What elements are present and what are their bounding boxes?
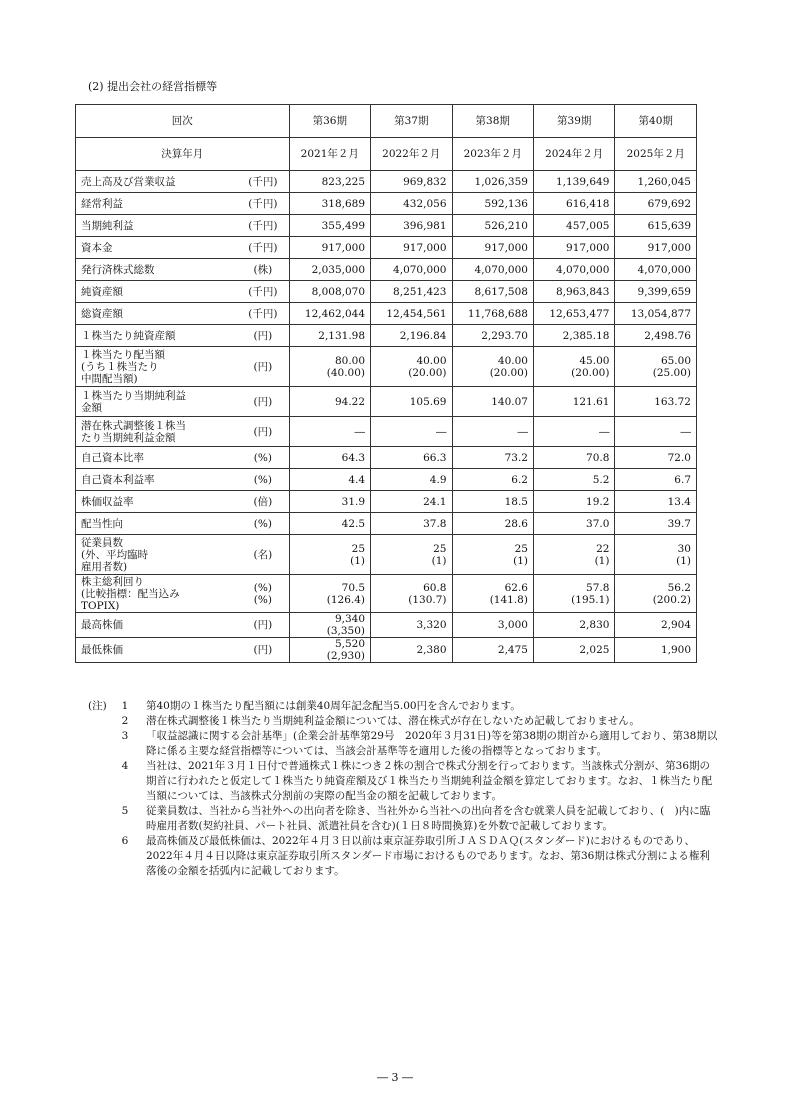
notes xyxy=(88,699,720,879)
table-row xyxy=(76,535,697,575)
table-cell: 3,320 xyxy=(371,613,452,638)
row-label: 発行済株式総数 xyxy=(76,259,238,281)
row-unit: (千円) xyxy=(237,215,289,237)
row-unit: (株) xyxy=(237,259,289,281)
table-cell: 526,210 xyxy=(452,215,533,237)
table-cell: 2,196.84 xyxy=(371,325,452,347)
table-cell: 28.6 xyxy=(452,513,533,535)
table-cell: 31.9 xyxy=(289,491,370,513)
row-unit: (円) xyxy=(237,387,289,417)
table-cell: 917,000 xyxy=(371,237,452,259)
note-text: 第40期の１株当たり配当額には創業40周年記念配当5.00円を含んでおります。 xyxy=(146,700,521,712)
table-cell: 2,385.18 xyxy=(533,325,614,347)
financial-indicators-table xyxy=(75,104,697,663)
table-cell: 40.00 (20.00) xyxy=(371,347,452,387)
table-cell: ― xyxy=(371,417,452,447)
table-cell: 66.3 xyxy=(371,447,452,469)
row-label: 株価収益率 xyxy=(76,491,238,513)
table-cell: 62.6 (141.8) xyxy=(452,575,533,613)
row-unit: (円) xyxy=(237,613,289,638)
table-row xyxy=(76,259,697,281)
table-cell: 4,070,000 xyxy=(533,259,614,281)
table-cell: 72.0 xyxy=(615,447,697,469)
table-row xyxy=(76,387,697,417)
table-cell: 4,070,000 xyxy=(615,259,697,281)
table-cell: 8,008,070 xyxy=(289,281,370,303)
table-cell: 2,025 xyxy=(533,638,614,663)
row-label: 従業員数 (外、平均臨時 雇用者数) xyxy=(76,535,238,575)
table-cell: 2,830 xyxy=(533,613,614,638)
row-unit: (%) xyxy=(237,447,289,469)
table-row xyxy=(76,638,697,663)
table-cell: 5,520 (2,930) xyxy=(289,638,370,663)
table-cell: 4.4 xyxy=(289,469,370,491)
note-number: 1 xyxy=(121,700,129,712)
fiscal-month: 2025年２月 xyxy=(615,138,697,171)
table-cell: 823,225 xyxy=(289,171,370,193)
table-cell: 616,418 xyxy=(533,193,614,215)
table-cell: 12,454,561 xyxy=(371,303,452,325)
table-cell: 592,136 xyxy=(452,193,533,215)
table-cell: 65.00 (25.00) xyxy=(615,347,697,387)
page-number: ― 3 ― xyxy=(377,1071,413,1084)
note-item xyxy=(88,714,720,729)
row-unit: (千円) xyxy=(237,303,289,325)
table-cell: 39.7 xyxy=(615,513,697,535)
note-text: 当社は、2021年３月１日付で普通株式１株につき２株の割合で株式分割を行っております。当該株式分割が、第36期の期首に行われたと仮定して１株当たり純資産額及び１株当たり当期純利益金額を算定しております。なお、１株当たり配当額については、当該株式分割前の実際の配当金の額を記載しております。 xyxy=(146,760,713,802)
row-label: 売上高及び営業収益 xyxy=(76,171,238,193)
note-item xyxy=(88,729,720,759)
note-item xyxy=(88,804,720,834)
table-row xyxy=(76,613,697,638)
table-row xyxy=(76,447,697,469)
table-cell: 4.9 xyxy=(371,469,452,491)
table-cell: 57.8 (195.1) xyxy=(533,575,614,613)
table-cell: 25 (1) xyxy=(371,535,452,575)
note-text: 従業員数は、当社から当社外への出向者を除き、当社外から当社への出向者を含む就業人員を記載しており、( )内に臨時雇用者数(契約社員、パート社員、派遣社員を含む)(１日８時間換算)を外数で記載しております。 xyxy=(146,805,711,832)
row-unit: (千円) xyxy=(237,237,289,259)
table-cell: 969,832 xyxy=(371,171,452,193)
note-item xyxy=(88,699,720,714)
table-row xyxy=(76,303,697,325)
row-unit: (名) xyxy=(237,535,289,575)
fiscal-month: 2022年２月 xyxy=(371,138,452,171)
table-cell: 19.2 xyxy=(533,491,614,513)
table-cell: 2,035,000 xyxy=(289,259,370,281)
table-cell: 917,000 xyxy=(615,237,697,259)
table-cell: 5.2 xyxy=(533,469,614,491)
table-cell: 22 (1) xyxy=(533,535,614,575)
row-unit: (円) xyxy=(237,347,289,387)
row-label: 純資産額 xyxy=(76,281,238,303)
note-number: 6 xyxy=(121,835,129,847)
table-cell: 1,260,045 xyxy=(615,171,697,193)
table-row xyxy=(76,193,697,215)
row-unit: (%) xyxy=(237,469,289,491)
table-cell: 64.3 xyxy=(289,447,370,469)
table-cell: 9,399,659 xyxy=(615,281,697,303)
table-cell: 24.1 xyxy=(371,491,452,513)
table-cell: 4,070,000 xyxy=(452,259,533,281)
table-row xyxy=(76,469,697,491)
table-cell: 396,981 xyxy=(371,215,452,237)
row-label: 当期純利益 xyxy=(76,215,238,237)
row-unit: (円) xyxy=(237,638,289,663)
table-cell: 917,000 xyxy=(452,237,533,259)
table-cell: 25 (1) xyxy=(289,535,370,575)
table-cell: 70.8 xyxy=(533,447,614,469)
table-cell: 2,498.76 xyxy=(615,325,697,347)
note-number: 2 xyxy=(121,715,129,727)
table-cell: 12,462,044 xyxy=(289,303,370,325)
row-unit: (千円) xyxy=(237,281,289,303)
period-header: 第36期 xyxy=(289,105,370,138)
fiscal-month: 2023年２月 xyxy=(452,138,533,171)
table-cell: ― xyxy=(289,417,370,447)
row-label: 資本金 xyxy=(76,237,238,259)
table-cell: 2,380 xyxy=(371,638,452,663)
note-number: 5 xyxy=(121,805,129,817)
row-label: 株主総利回り (比較指標：配当込み TOPIX) xyxy=(76,575,238,613)
table-cell: 917,000 xyxy=(533,237,614,259)
table-cell: 355,499 xyxy=(289,215,370,237)
period-header: 第40期 xyxy=(615,105,697,138)
note-text: 「収益認識に関する会計基準」(企業会計基準第29号 2020年３月31日)等を第38期の期首から適用しており、第38期以降に係る主要な経営指標等については、当該会計基準等を適用した後の指標等となっております。 xyxy=(146,730,718,757)
row-label: 経常利益 xyxy=(76,193,238,215)
table-cell: 94.22 xyxy=(289,387,370,417)
table-row xyxy=(76,237,697,259)
row-unit: (千円) xyxy=(237,171,289,193)
note-item xyxy=(88,759,720,804)
period-header: 第38期 xyxy=(452,105,533,138)
fiscal-month-row xyxy=(76,138,697,171)
table-cell: 318,689 xyxy=(289,193,370,215)
table-row xyxy=(76,171,697,193)
table-cell: 457,005 xyxy=(533,215,614,237)
table-row xyxy=(76,513,697,535)
note-item xyxy=(88,834,720,879)
table-cell: 105.69 xyxy=(371,387,452,417)
table-cell: 432,056 xyxy=(371,193,452,215)
row-label: 潜在株式調整後１株当 たり当期純利益金額 xyxy=(76,417,238,447)
row-label: 自己資本利益率 xyxy=(76,469,238,491)
row-unit: (千円) xyxy=(237,193,289,215)
fiscal-label: 決算年月 xyxy=(76,138,290,171)
table-row xyxy=(76,417,697,447)
table-row xyxy=(76,215,697,237)
table-cell: 42.5 xyxy=(289,513,370,535)
table-cell: 13.4 xyxy=(615,491,697,513)
table-cell: 2,293.70 xyxy=(452,325,533,347)
table-cell: 70.5 (126.4) xyxy=(289,575,370,613)
note-text: 最高株価及び最低株価は、2022年４月３日以前は東京証券取引所ＪＡＳＤＡＱ(スタンダード)におけるものであり、2022年４月４日以降は東京証券取引所スタンダード市場におけるものであります。なお、第36期は株式分割による権利落後の金額を括弧内に記載しております。 xyxy=(146,835,710,877)
table-cell: 12,653,477 xyxy=(533,303,614,325)
table-cell: 8,617,508 xyxy=(452,281,533,303)
table-cell: 18.5 xyxy=(452,491,533,513)
table-cell: 56.2 (200.2) xyxy=(615,575,697,613)
note-number: 3 xyxy=(121,730,129,742)
table-row xyxy=(76,325,697,347)
table-cell: 37.8 xyxy=(371,513,452,535)
table-cell: 37.0 xyxy=(533,513,614,535)
row-label: １株当たり純資産額 xyxy=(76,325,238,347)
table-cell: 8,251,423 xyxy=(371,281,452,303)
row-label: 最低株価 xyxy=(76,638,238,663)
table-cell: 40.00 (20.00) xyxy=(452,347,533,387)
fiscal-month: 2021年２月 xyxy=(289,138,370,171)
table-cell: 30 (1) xyxy=(615,535,697,575)
table-cell: 45.00 (20.00) xyxy=(533,347,614,387)
table-cell: 73.2 xyxy=(452,447,533,469)
table-cell: 3,000 xyxy=(452,613,533,638)
table-cell: ― xyxy=(452,417,533,447)
table-cell: 13,054,877 xyxy=(615,303,697,325)
table-cell: 2,904 xyxy=(615,613,697,638)
period-header: 第37期 xyxy=(371,105,452,138)
fiscal-month: 2024年２月 xyxy=(533,138,614,171)
table-cell: 140.07 xyxy=(452,387,533,417)
row-label: 自己資本比率 xyxy=(76,447,238,469)
period-header-row xyxy=(76,105,697,138)
table-row xyxy=(76,347,697,387)
note-number: 4 xyxy=(121,760,129,772)
table-row xyxy=(76,491,697,513)
row-unit: (倍) xyxy=(237,491,289,513)
table-cell: 11,768,688 xyxy=(452,303,533,325)
row-label: １株当たり当期純利益 金額 xyxy=(76,387,238,417)
table-cell: 6.2 xyxy=(452,469,533,491)
table-row xyxy=(76,281,697,303)
notes-tag: (注) xyxy=(88,700,107,712)
table-row xyxy=(76,575,697,613)
table-cell: 917,000 xyxy=(289,237,370,259)
section-title: (2) 提出会社の経営指標等 xyxy=(88,80,218,93)
period-header: 第39期 xyxy=(533,105,614,138)
row-label: 配当性向 xyxy=(76,513,238,535)
table-cell: 6.7 xyxy=(615,469,697,491)
table-cell: 80.00 (40.00) xyxy=(289,347,370,387)
row-unit: (%) (%) xyxy=(237,575,289,613)
row-label: 総資産額 xyxy=(76,303,238,325)
row-label: １株当たり配当額 (うち１株当たり 中間配当額) xyxy=(76,347,238,387)
table-cell: 2,131.98 xyxy=(289,325,370,347)
table-cell: 25 (1) xyxy=(452,535,533,575)
table-cell: 121.61 xyxy=(533,387,614,417)
table-cell: ― xyxy=(533,417,614,447)
table-cell: 679,692 xyxy=(615,193,697,215)
table-cell: 60.8 (130.7) xyxy=(371,575,452,613)
note-text: 潜在株式調整後１株当たり当期純利益金額については、潜在株式が存在しないため記載しておりません。 xyxy=(146,715,640,727)
table-cell: 1,139,649 xyxy=(533,171,614,193)
table-cell: 1,026,359 xyxy=(452,171,533,193)
row-unit: (%) xyxy=(237,513,289,535)
table-cell: 8,963,843 xyxy=(533,281,614,303)
table-cell: 9,340 (3,350) xyxy=(289,613,370,638)
table-cell: 1,900 xyxy=(615,638,697,663)
table-cell: 163.72 xyxy=(615,387,697,417)
table-cell: 2,475 xyxy=(452,638,533,663)
round-label: 回次 xyxy=(76,105,290,138)
row-label: 最高株価 xyxy=(76,613,238,638)
table-cell: 4,070,000 xyxy=(371,259,452,281)
table-cell: 615,639 xyxy=(615,215,697,237)
table-cell: ― xyxy=(615,417,697,447)
row-unit: (円) xyxy=(237,417,289,447)
row-unit: (円) xyxy=(237,325,289,347)
